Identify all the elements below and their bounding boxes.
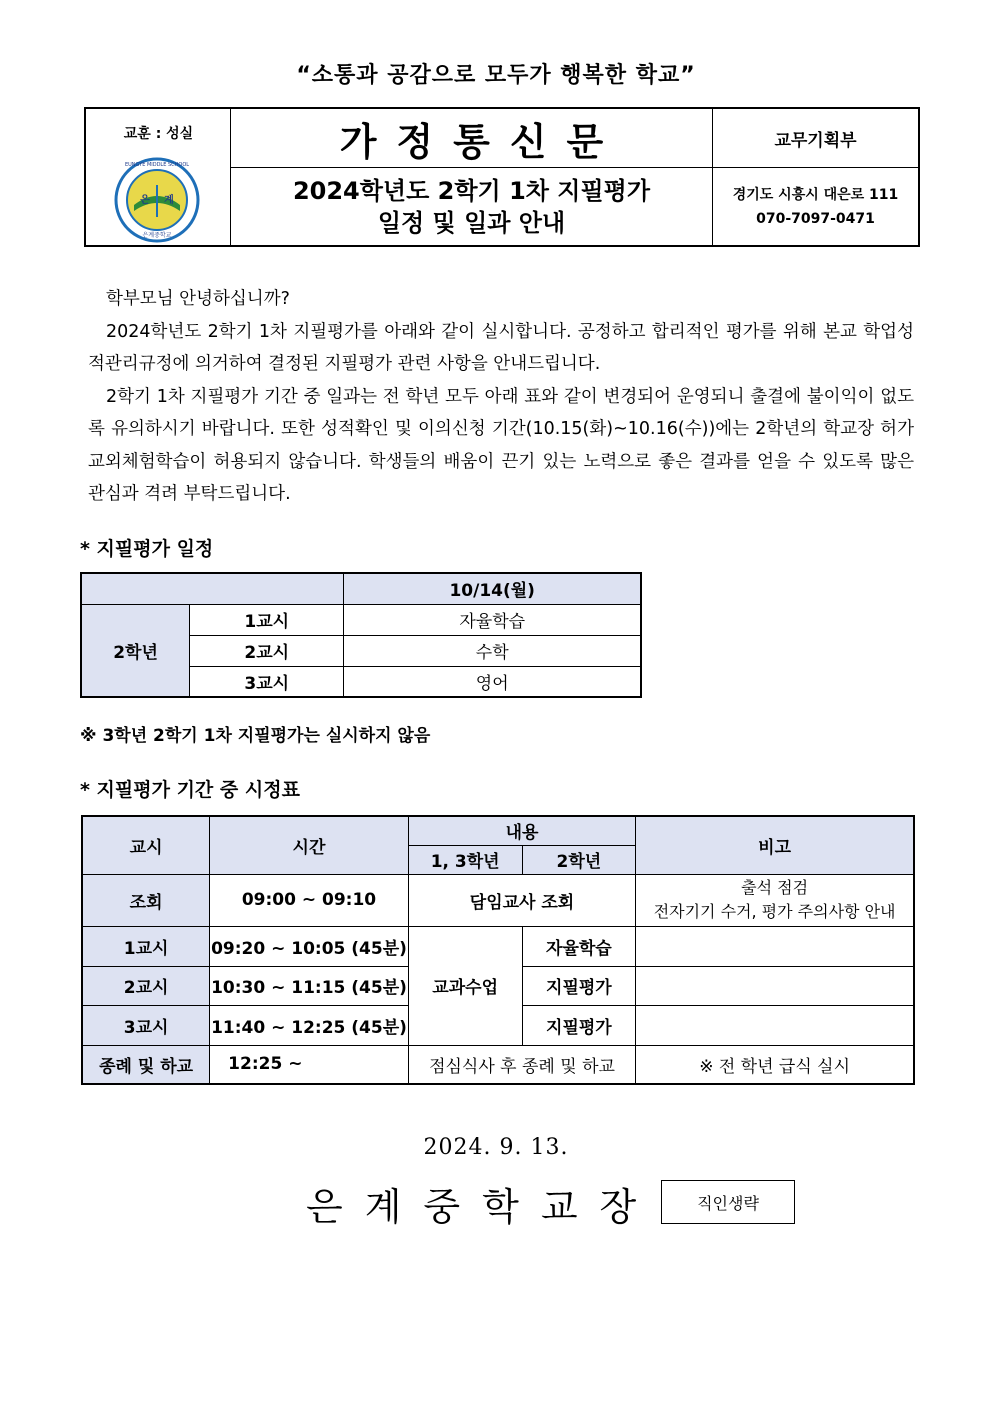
intro-paragraph-1: 2024학년도 2학기 1차 지필평가를 아래와 같이 실시합니다. 공정하고 합리적인 평가를 위해 본교 학업성적관리규정에 의거하여 결정된 지필평가 관련 사항을 안내드립니다. [88, 321, 914, 374]
header-content: 내용 [408, 816, 635, 845]
intro-greeting: 학부모님 안녕하십니까? [106, 289, 290, 309]
schedule-date-header: 10/14(월) [344, 573, 641, 604]
time-cell: 10:30 ~ 11:15 (45분) [210, 966, 409, 1005]
content-cell: 점심식사 후 종례 및 하교 [408, 1045, 635, 1084]
grade2-cell: 지필평가 [522, 966, 636, 1005]
emblem-text-left: 은 [140, 195, 150, 206]
intro-paragraph-2: 2학기 1차 지필평가 기간 중 일과는 전 학년 모두 아래 표와 같이 변경되어 운영되니 출결에 불이익이 없도록 유의하시기 바랍니다. 또한 성적확인 및 이의신청 기간(10.15(화)~10.16(수))에는 2학년의 학교장 허가 교외체험학습이 허용되지 않습니다. 학생들의 배움이 끈기 있는 노력으로 좋은 결과를 얻을 수 있도록 많은 관심과 격려 부탁드립니다. [88, 386, 914, 504]
time-cell: 09:20 ~ 10:05 (45분) [210, 926, 409, 966]
subject-cell: 자율학습 [344, 604, 641, 635]
exam-schedule-table [80, 572, 642, 698]
period-cell: 2교시 [190, 635, 344, 666]
school-emblem-icon [114, 157, 200, 243]
remark-cell [636, 1005, 914, 1045]
grade-cell: 2학년 [81, 604, 190, 697]
time-cell: 11:40 ~ 12:25 (45분) [210, 1005, 409, 1045]
schedule-note: ※ 3학년 2학기 1차 지필평가는 실시하지 않음 [80, 726, 431, 746]
table-row [82, 926, 914, 966]
period-cell: 3교시 [190, 666, 344, 697]
subtitle-line-2: 일정 및 일과 안내 [377, 208, 566, 237]
subject-cell: 영어 [344, 666, 641, 697]
table-row [81, 573, 641, 604]
remark-cell [636, 926, 914, 966]
table-row [82, 874, 914, 926]
principal-signature: 은계중학교장 [306, 1185, 659, 1229]
table-row [81, 604, 641, 635]
grade2-cell: 지필평가 [522, 1005, 636, 1045]
header-grade2: 2학년 [522, 845, 636, 874]
header-period: 교시 [82, 816, 210, 874]
letter-header [84, 107, 920, 247]
class-label-cell: 교과수업 [408, 926, 522, 1045]
header-remark: 비고 [636, 816, 914, 874]
emblem-text-right: 계 [164, 195, 174, 206]
remark-line-2: 전자기기 수거, 평가 주의사항 안내 [653, 902, 896, 921]
letter-subtitle [231, 168, 713, 245]
time-cell: 12:25 ~ [210, 1045, 409, 1084]
emblem-text-bottom: 은계중학교 [142, 232, 172, 239]
remark-cell [636, 966, 914, 1005]
period-cell: 2교시 [82, 966, 210, 1005]
emblem-text-ring: EUNGYE MIDDLE SCHOOL [124, 162, 190, 168]
header-time: 시간 [210, 816, 409, 874]
subject-cell: 수학 [344, 635, 641, 666]
school-motto-label: 교훈 : 성실 [123, 126, 194, 142]
school-contact [713, 168, 918, 245]
department: 교무기획부 [713, 109, 918, 168]
period-cell: 종례 및 하교 [82, 1045, 210, 1084]
remark-cell: ※ 전 학년 급식 실시 [636, 1045, 914, 1084]
school-address: 경기도 시흥시 대은로 111 [732, 186, 899, 203]
intro-text [88, 283, 914, 511]
timetable-heading: * 지필평가 기간 중 시정표 [80, 779, 300, 801]
school-motto-banner: “소통과 공감으로 모두가 행복한 학교” [296, 63, 696, 88]
remark-cell [636, 874, 914, 926]
remark-line-1: 출석 점검 [741, 878, 809, 897]
header-grade13: 1, 3학년 [408, 845, 522, 874]
period-cell: 1교시 [190, 604, 344, 635]
school-phone: 070-7097-0471 [756, 210, 875, 227]
seal-box: 직인생략 [661, 1180, 795, 1224]
letter-date: 2024. 9. 13. [423, 1135, 569, 1160]
period-cell: 1교시 [82, 926, 210, 966]
period-cell: 3교시 [82, 1005, 210, 1045]
timetable-table [81, 815, 915, 1085]
content-cell: 담임교사 조회 [408, 874, 635, 926]
page-title: 가정통신문 [231, 109, 713, 168]
schedule-heading: * 지필평가 일정 [80, 538, 214, 560]
time-cell: 09:00 ~ 09:10 [210, 874, 409, 926]
period-cell: 조회 [82, 874, 210, 926]
grade2-cell: 자율학습 [522, 926, 636, 966]
table-row [82, 1045, 914, 1084]
subtitle-line-1: 2024학년도 2학기 1차 지필평가 [292, 176, 651, 205]
table-corner-cell [81, 573, 344, 604]
header-emblem-cell [86, 109, 231, 245]
table-row [82, 816, 914, 845]
